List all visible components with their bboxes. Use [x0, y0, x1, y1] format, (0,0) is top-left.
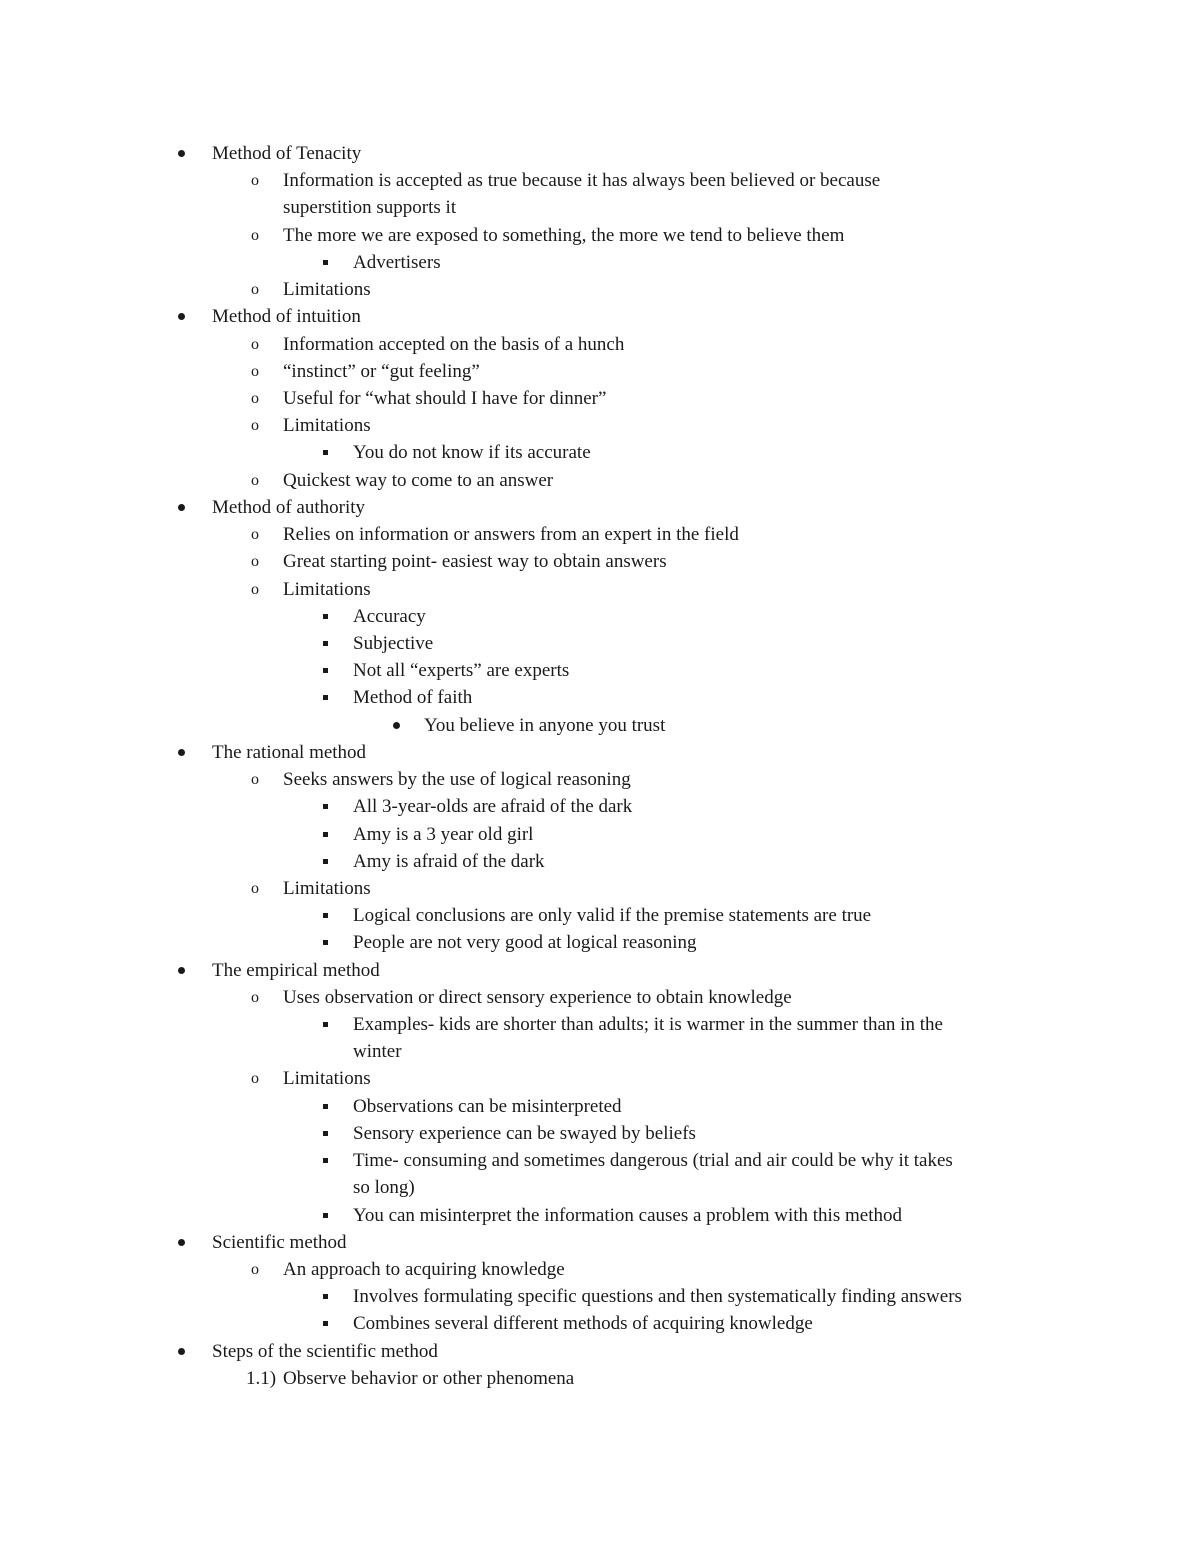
outline-item-text: Amy is a 3 year old girl [353, 823, 534, 845]
square-marker-icon [316, 249, 334, 276]
circle-marker-icon: o [251, 771, 259, 789]
outline-item-text: Useful for “what should I have for dinner” [283, 387, 607, 409]
outline-item-level-3 [0, 848, 1200, 875]
circle-marker-icon: o [251, 1070, 259, 1088]
outline-item-level-2 [0, 358, 1200, 385]
outline-item-level-2 [0, 1065, 1200, 1092]
outline-item-text: Limitations [283, 1068, 371, 1090]
square-marker-icon [316, 439, 334, 466]
outline-item-text: Limitations [283, 279, 371, 301]
outline-number: 1.1) [246, 1367, 277, 1389]
outline-item-text: You can misinterpret the information causes a problem with this method [353, 1204, 902, 1226]
outline-item-level-3 [0, 1202, 1200, 1229]
bullet-marker-icon [172, 303, 190, 330]
circle-marker-icon: o [251, 417, 259, 435]
square-marker-icon [316, 929, 334, 956]
outline-item-level-2 [0, 984, 1200, 1011]
outline-item-level-3 [0, 929, 1200, 956]
outline-item-level-1 [0, 140, 1200, 167]
outline-item-level-2 [0, 1256, 1200, 1283]
outline-item-text: Advertisers [353, 251, 441, 273]
outline-item-level-2 [0, 331, 1200, 358]
outline-item-text: Logical conclusions are only valid if the premise statements are true [353, 905, 872, 927]
outline-item-text: Method of intuition [212, 306, 361, 328]
outline-item-text: An approach to acquiring knowledge [283, 1259, 565, 1281]
outline-item-text: All 3-year-olds are afraid of the dark [353, 796, 633, 818]
square-marker-icon [316, 630, 334, 657]
outline-item-level-3 [0, 603, 1200, 630]
bullet-marker-icon [172, 494, 190, 521]
outline-item-level-2 [0, 385, 1200, 412]
circle-marker-icon: o [251, 226, 259, 244]
circle-marker-icon: o [251, 988, 259, 1006]
square-marker-icon [316, 1147, 334, 1174]
outline-item-text: superstition supports it [283, 197, 457, 219]
outline-item-text: Limitations [283, 578, 371, 600]
outline-item-text: People are not very good at logical reasoning [353, 932, 697, 954]
outline-item-level-3 [0, 821, 1200, 848]
circle-marker-icon: o [251, 879, 259, 897]
outline-item-level-1 [0, 303, 1200, 330]
outline-item-level-2 [0, 1365, 1200, 1392]
outline-item-level-3 [0, 1120, 1200, 1147]
outline-item-text: Method of faith [353, 687, 473, 709]
outline-item-level-3 [0, 1147, 1200, 1174]
outline-item-level-3 [0, 1093, 1200, 1120]
outline-item-level-3 [0, 793, 1200, 820]
outline-item-text: Scientific method [212, 1231, 347, 1253]
circle-marker-icon: o [251, 172, 259, 190]
outline-item-text: Amy is afraid of the dark [353, 850, 545, 872]
outline-item-text: You believe in anyone you trust [424, 714, 666, 736]
outline-item-level-2 [0, 194, 1200, 221]
bullet-marker-icon [172, 140, 190, 167]
circle-marker-icon: o [251, 362, 259, 380]
outline-item-text: Combines several different methods of acquiring knowledge [353, 1313, 813, 1335]
outline-item-level-2 [0, 875, 1200, 902]
square-marker-icon [316, 902, 334, 929]
outline-item-level-1 [0, 1229, 1200, 1256]
outline-item-text: Steps of the scientific method [212, 1340, 438, 1362]
outline-item-level-3 [0, 630, 1200, 657]
square-marker-icon [316, 1310, 334, 1337]
square-marker-icon [316, 603, 334, 630]
outline-item-level-3 [0, 1011, 1200, 1038]
outline-item-level-2 [0, 576, 1200, 603]
outline-item-level-2 [0, 167, 1200, 194]
outline-item-text: so long) [353, 1177, 415, 1199]
outline-item-text: The empirical method [212, 959, 380, 981]
outline-item-text: You do not know if its accurate [353, 442, 591, 464]
square-marker-icon [316, 1202, 334, 1229]
outline-item-level-2 [0, 222, 1200, 249]
bullet-marker-icon [172, 1229, 190, 1256]
outline-item-text: Observations can be misinterpreted [353, 1095, 622, 1117]
outline-item-text: Sensory experience can be swayed by beliefs [353, 1122, 696, 1144]
outline-item-text: Limitations [283, 415, 371, 437]
outline-item-level-3 [0, 439, 1200, 466]
outline-item-level-4 [0, 712, 1200, 739]
square-marker-icon [316, 1120, 334, 1147]
outline-item-level-2 [0, 412, 1200, 439]
outline-item-level-3 [0, 902, 1200, 929]
outline-item-level-2 [0, 467, 1200, 494]
outline-item-text: Examples- kids are shorter than adults; it is warmer in the summer than in the [353, 1014, 943, 1036]
outline-item-text: Not all “experts” are experts [353, 660, 570, 682]
outline-item-text: The rational method [212, 741, 367, 763]
outline-item-level-3 [0, 1283, 1200, 1310]
outline-item-level-2 [0, 548, 1200, 575]
outline-item-level-1 [0, 739, 1200, 766]
outline-item-text: winter [353, 1041, 402, 1063]
outline-item-level-1 [0, 494, 1200, 521]
outline-item-level-2 [0, 521, 1200, 548]
outline-item-level-1 [0, 957, 1200, 984]
circle-marker-icon: o [251, 553, 259, 571]
outline-item-text: Subjective [353, 632, 434, 654]
bullet-marker-icon [387, 712, 405, 739]
square-marker-icon [316, 1093, 334, 1120]
outline-item-text: Great starting point- easiest way to obtain answers [283, 551, 667, 573]
outline-item-level-3 [0, 249, 1200, 276]
outline-item-level-2 [0, 766, 1200, 793]
outline-item-text: Time- consuming and sometimes dangerous (trial and air could be why it takes [353, 1150, 953, 1172]
outline-item-text: Observe behavior or other phenomena [283, 1367, 575, 1389]
outline-item-text: Involves formulating specific questions and then systematically finding answers [353, 1286, 962, 1308]
circle-marker-icon: o [251, 1261, 259, 1279]
circle-marker-icon: o [251, 471, 259, 489]
circle-marker-icon: o [251, 335, 259, 353]
outline-item-text: Method of authority [212, 496, 366, 518]
bullet-marker-icon [172, 739, 190, 766]
outline-item-text: Uses observation or direct sensory experience to obtain knowledge [283, 986, 792, 1008]
outline-item-text: Method of Tenacity [212, 143, 362, 164]
bullet-marker-icon [172, 1338, 190, 1365]
square-marker-icon [316, 1011, 334, 1038]
outline-item-text: Information accepted on the basis of a hunch [283, 333, 625, 355]
circle-marker-icon: o [251, 281, 259, 299]
square-marker-icon [316, 848, 334, 875]
outline-item-text: Relies on information or answers from an expert in the field [283, 524, 739, 546]
outline-item-level-3 [0, 1310, 1200, 1337]
outline-item-text: Limitations [283, 877, 371, 899]
outline-item-text: The more we are exposed to something, the more we tend to believe them [283, 224, 845, 246]
circle-marker-icon: o [251, 389, 259, 407]
outline-item-text: “instinct” or “gut feeling” [283, 360, 480, 382]
outline-item-level-2 [0, 276, 1200, 303]
outline-item-level-1 [0, 1338, 1200, 1365]
outline-item-level-3 [0, 684, 1200, 711]
circle-marker-icon: o [251, 580, 259, 598]
outline-item-level-3 [0, 1174, 1200, 1201]
square-marker-icon [316, 793, 334, 820]
square-marker-icon [316, 821, 334, 848]
square-marker-icon [316, 657, 334, 684]
square-marker-icon [316, 1283, 334, 1310]
outline-item-text: Seeks answers by the use of logical reasoning [283, 769, 631, 791]
outline-item-level-3 [0, 657, 1200, 684]
square-marker-icon [316, 684, 334, 711]
bullet-marker-icon [172, 957, 190, 984]
outline-item-text: Information is accepted as true because it has always been believed or because [283, 170, 881, 192]
outline-item-level-3 [0, 1038, 1200, 1065]
circle-marker-icon: o [251, 526, 259, 544]
outline-item-text: Quickest way to come to an answer [283, 469, 554, 491]
outline-item-text: Accuracy [353, 605, 426, 627]
